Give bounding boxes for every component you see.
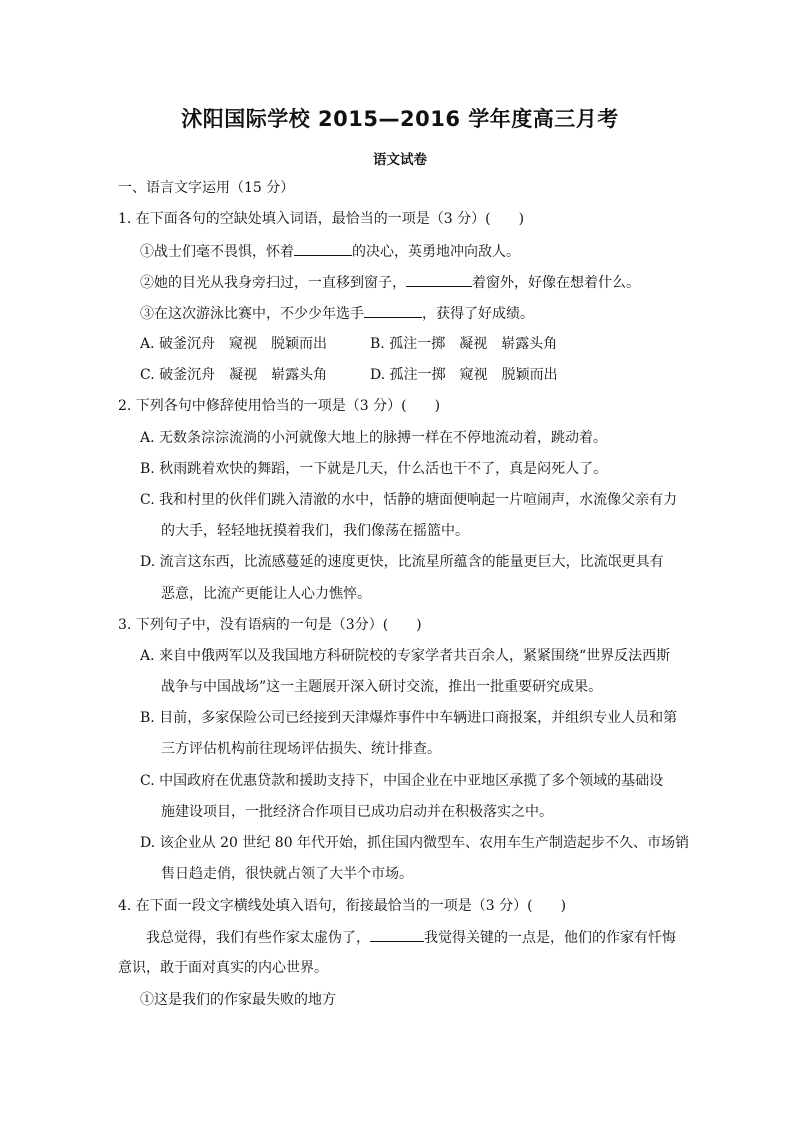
q2-option-c-line-2: 的大手，轻轻地抚摸着我们，我们像荡在摇篮中。 — [161, 523, 469, 539]
q2-option-d-line-1: D. 流言这东西，比流感蔓延的速度更快，比流星所蕴含的能量更巨大，比流氓更具有 — [140, 554, 664, 570]
q2-option-b: B. 秋雨跳着欢快的舞蹈，一下就是几天，什么活也干不了，真是闷死人了。 — [140, 461, 608, 477]
q3-stem: 3. 下列句子中，没有语病的一句是（3分）( ) — [118, 617, 422, 633]
q2-option-d-line-2: 恶意，比流产更能让人心力憔悴。 — [161, 586, 371, 602]
q1-s3-text-a: ③在这次游泳比赛中，不少少年选手 — [140, 306, 364, 322]
q1-sentence-3 — [140, 303, 534, 324]
q3-option-c-line-1: C. 中国政府在优惠贷款和援助支持下，中国企业在中亚地区承揽了多个领域的基础设 — [140, 773, 664, 789]
q1-s3-text-b: ，获得了好成绩。 — [422, 306, 534, 322]
q3-option-b-line-2: 三方评估机构前往现场评估损失、统计排查。 — [161, 741, 441, 757]
exam-title: 沭阳国际学校 2015—2016 学年度高三月考 — [181, 107, 619, 131]
q4-item-1: ①这是我们的作家最失败的地方 — [140, 992, 336, 1008]
section-heading: 一、语言文字运用（15 分） — [118, 180, 295, 196]
q1-sentence-2 — [140, 272, 640, 293]
q1-s1-text-b: 的决心，英勇地冲向敌人。 — [352, 244, 520, 260]
q1-s2-blank — [406, 272, 472, 287]
q3-option-c-line-2: 施建设项目，一批经济合作项目已成功启动并在积极落实之中。 — [161, 804, 553, 820]
q1-options-row-1 — [140, 334, 600, 354]
q4-passage-line-1 — [146, 927, 676, 948]
q1-s2-text-a: ②她的目光从我身旁扫过，一直移到窗子， — [140, 275, 406, 291]
q1-s1-text-a: ①战士们毫不畏惧，怀着 — [140, 244, 294, 260]
q4-passage-text-b: 我觉得关键的一点是，他们的作家有忏悔 — [424, 930, 676, 946]
q2-option-a: A. 无数条淙淙流淌的小河就像大地上的脉搏一样在不停地流动着，跳动着。 — [140, 430, 608, 446]
q1-s1-blank — [294, 241, 352, 256]
q3-option-d-line-2: 售日趋走俏，很快就占领了大半个市场。 — [161, 866, 413, 882]
q1-options-row-2 — [140, 365, 600, 385]
q1-s3-blank — [364, 303, 422, 318]
q3-option-b-line-1: B. 目前，多家保险公司已经接到天津爆炸事件中车辆进口商报案，并组织专业人员和第 — [140, 710, 678, 726]
exam-subtitle: 语文试卷 — [373, 152, 427, 168]
q1-s2-text-b: 着窗外，好像在想着什么。 — [472, 275, 640, 291]
q1-option-a: A. 破釜沉舟 窥视 脱颖而出 — [140, 336, 328, 352]
q1-option-b: B. 孤注一掷 凝视 崭露头角 — [370, 336, 558, 352]
q4-passage-text-a: 我总觉得，我们有些作家太虚伪了， — [146, 930, 370, 946]
q2-option-c-line-1: C. 我和村里的伙伴们跳入清澈的水中，恬静的塘面便响起一片喧闹声，水流像父亲有力 — [140, 492, 678, 508]
q1-option-d: D. 孤注一掷 窥视 脱颖而出 — [370, 367, 558, 383]
q1-option-c: C. 破釜沉舟 凝视 崭露头角 — [140, 367, 328, 383]
q1-sentence-1 — [140, 241, 520, 262]
q4-passage-line-2: 意识，敢于面对真实的内心世界。 — [118, 960, 328, 976]
q3-option-a-line-2: 战争与中国战场”这一主题展开深入研讨交流，推出一批重要研究成果。 — [161, 679, 603, 695]
q4-passage-blank — [370, 927, 424, 942]
q2-stem: 2. 下列各句中修辞使用恰当的一项是（3 分）( ) — [118, 398, 441, 414]
q3-option-d-line-1: D. 该企业从 20 世纪 80 年代开始，抓住国内微型车、农用车生产制造起步不久、市场销 — [140, 835, 690, 851]
q3-option-a-line-1: A. 来自中俄两军以及我国地方科研院校的专家学者共百余人，紧紧围绕“世界反法西斯 — [140, 648, 671, 664]
q1-stem: 1. 在下面各句的空缺处填入词语，最恰当的一项是（3 分）( ) — [118, 211, 525, 227]
q4-stem: 4. 在下面一段文字横线处填入语句，衔接最恰当的一项是（3 分）( ) — [118, 898, 567, 914]
